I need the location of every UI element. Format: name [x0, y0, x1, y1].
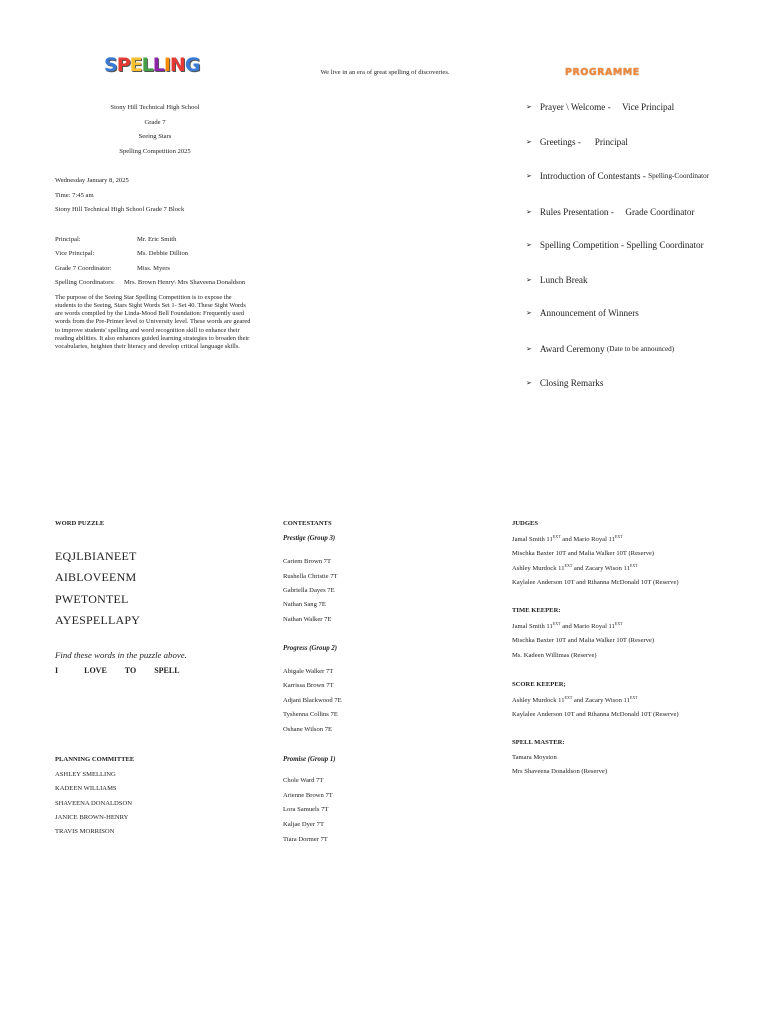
superscript: EXT: [614, 534, 623, 539]
judge-entry: [512, 550, 654, 557]
superscript: EXT: [629, 563, 638, 568]
arrow-icon: ➢: [526, 138, 532, 146]
puzzle-word: SPELL: [154, 666, 180, 675]
official-role: Grade 7 Coordinator:: [55, 265, 112, 272]
programme-item: [526, 207, 695, 217]
programme-item: [526, 137, 628, 147]
programme-item-text: Spelling Competition - Spelling Coordinator: [539, 240, 704, 250]
purpose-paragraph: The purpose of the Seeing Star Spelling Competition is to expose the students to the Seeing, Stars Sight Words Set 1- Set 40. These Sight Words are words compiled by the Linda-Mood Bell Foundation: Frequently used words from the Pre-Primer level to University level. These words are geared to improve students' spelling and word recognition skill to enhance their reading abilities. It also enhances guided learning strategies to broaden their vocabularies, heighten their literacy and develop critical language skills.: [55, 294, 251, 350]
time-keeper-entry: [512, 652, 597, 659]
word-puzzle-heading: WORD PUZZLE: [55, 520, 105, 527]
time-keeper-text: Ms. Kadeen Willimas (Reserve): [512, 652, 597, 659]
event-label: Spelling Competition 2025: [119, 148, 191, 155]
spelling-logo: [104, 56, 199, 75]
programme-item: [526, 344, 674, 354]
contestant: Nathan Sang 7E: [283, 601, 326, 608]
score-keeper-text: Ashley Murdock 11: [512, 697, 565, 705]
spell-master-text: Mrs Shaveena Donaldson (Reserve): [512, 768, 608, 775]
puzzle-line: AIBLOVEENM: [55, 570, 137, 584]
official-role: Principal:: [55, 236, 81, 243]
score-keeper-entry: [512, 711, 679, 718]
contestants-heading: CONTESTANTS: [283, 520, 332, 527]
event-date: Wednesday January 8, 2025: [55, 177, 129, 184]
official-role: Vice Principal:: [55, 250, 95, 257]
committee-member: TRAVIS MORRISON: [55, 828, 115, 835]
arrow-icon: ➢: [526, 103, 532, 111]
puzzle-instruction: Find these words in the puzzle above.: [55, 650, 187, 660]
arrow-icon: ➢: [526, 309, 532, 317]
planning-committee-heading: PLANNING COMMITTEE: [55, 756, 135, 763]
logo-letter: P: [116, 54, 131, 76]
official-name: Ms. Debbie Dillion: [137, 250, 189, 257]
judge-text: and Zacary Wison 11: [572, 565, 630, 573]
programme-item-text: Award Ceremony: [539, 344, 607, 354]
judge-entry: [512, 579, 679, 586]
superscript: EXT: [564, 695, 573, 700]
arrow-icon: ➢: [526, 276, 532, 284]
spell-master-heading: SPELL MASTER:: [512, 739, 565, 746]
spell-master-entry: [512, 754, 557, 761]
contestant: Kaljae Dyer 7T: [283, 821, 325, 828]
superscript: EXT: [629, 695, 638, 700]
grade-label: Grade 7: [144, 119, 166, 126]
programme-item-subtext: Spelling-Coordinator: [648, 172, 710, 180]
superscript: EXT: [614, 621, 623, 626]
contestant: Oshane Wilson 7E: [283, 726, 333, 733]
programme-item-text: Announcement of Winners: [539, 308, 639, 318]
programme-item-subtext: (Date to be announced): [606, 345, 675, 353]
logo-letter: N: [169, 54, 186, 76]
logo-letter: G: [184, 54, 201, 76]
logo-letter: L: [141, 54, 154, 76]
puzzle-line: PWETONTEL: [55, 592, 129, 606]
group-heading: Prestige (Group 3): [283, 535, 336, 542]
superscript: EXT: [564, 563, 573, 568]
programme-item-text: Lunch Break: [539, 275, 588, 285]
programme-item-text: Rules Presentation - Grade Coordinator: [539, 207, 695, 217]
programme-item: [526, 171, 709, 181]
judge-text: Jamal Smith 11: [512, 536, 553, 544]
judge-text: Kaylalee Anderson 10T and Rihanna McDonald 10T (Reserve): [512, 579, 679, 586]
arrow-icon: ➢: [526, 172, 532, 180]
contestant: Nathan Walker 7E: [283, 616, 332, 623]
programme-item: [526, 378, 603, 388]
logo-letter: E: [129, 54, 143, 76]
time-keeper-text: Mischka Baxter 10T and Malia Walker 10T (Reserve): [512, 637, 655, 644]
contestant: Tyshenna Collins 7E: [283, 711, 338, 718]
spell-master-text: Tamara Moyston: [512, 754, 557, 761]
puzzle-word: I: [55, 666, 59, 675]
contestant: Tiara Dormer 7T: [283, 836, 328, 843]
arrow-icon: ➢: [526, 379, 532, 387]
time-keeper-heading: TIME KEEPER:: [512, 607, 561, 614]
arrow-icon: ➢: [526, 345, 532, 353]
coordinators-role: Spelling Coordinators:: [55, 279, 115, 286]
contestant: Rushella Christie 7T: [283, 573, 338, 580]
programme-item-text: Introduction of Contestants -: [539, 171, 649, 181]
logo-letter: L: [152, 54, 165, 76]
programme-item: [526, 102, 674, 112]
puzzle-words: [55, 666, 198, 675]
time-keeper-entry: [512, 621, 623, 630]
time-keeper-entry: [512, 637, 654, 644]
score-keeper-entry: [512, 695, 638, 704]
official-name: Miss. Myers: [137, 265, 170, 272]
logo-letter: I: [163, 54, 171, 76]
judge-text: Mischka Baxter 10T and Malia Walker 10T (Reserve): [512, 550, 655, 557]
spell-master-entry: [512, 768, 607, 775]
puzzle-word: TO: [124, 666, 137, 675]
programme-item-text: Closing Remarks: [539, 378, 604, 388]
judges-heading: JUDGES: [512, 520, 539, 527]
event-venue: Stony Hill Technical High School Grade 7 Block: [55, 206, 185, 213]
time-keeper-text: and Mario Royal 11: [560, 623, 615, 631]
contestant: Gabriella Dayes 7E: [283, 587, 335, 594]
puzzle-word: LOVE: [84, 666, 107, 675]
superscript: EXT: [552, 621, 561, 626]
group-heading: Progress (Group 2): [283, 645, 338, 652]
group-heading: Promise (Group 1): [283, 756, 336, 763]
logo-letter: S: [104, 54, 118, 76]
committee-member: ASHLEY SMELLING: [55, 771, 116, 778]
judge-entry: [512, 534, 623, 543]
score-keeper-heading: SCORE KEEPER;: [512, 681, 566, 688]
programme-item: [526, 240, 704, 250]
tagline: We live in an era of great spelling of discoveries.: [320, 69, 450, 76]
judge-text: Ashley Murdock 11: [512, 565, 565, 573]
contestant: Abigale Walker 7T: [283, 668, 334, 675]
contestant: Arienne Brown 7T: [283, 792, 333, 799]
programme-item: [526, 308, 639, 318]
committee-member: KADEEN WILLIAMS: [55, 785, 117, 792]
puzzle-line: AYESPELLAPY: [55, 613, 141, 627]
programme-title: PROGRAMME: [565, 67, 640, 78]
score-keeper-text: and Zacary Wison 11: [572, 697, 630, 705]
contestant: Lora Samuels 7T: [283, 806, 329, 813]
contestant: Karrissa Brown 7T: [283, 682, 334, 689]
contestant: Chole Ward 7T: [283, 777, 324, 784]
programme-item: [526, 275, 588, 285]
arrow-icon: ➢: [526, 241, 532, 249]
superscript: EXT: [552, 534, 561, 539]
time-keeper-text: Jamal Smith 11: [512, 623, 553, 631]
team-label: Seeing Stars: [138, 133, 172, 140]
school-name: Stony Hill Technical High School: [110, 104, 200, 111]
programme-item-text: Prayer \ Welcome - Vice Principal: [539, 102, 675, 112]
coordinators-name: Mrs. Brown Henry\ Mrs Shaveena Donaldson: [124, 279, 246, 286]
committee-member: JANICE BROWN-HENRY: [55, 814, 129, 821]
puzzle-line: EQJLBIANEET: [55, 549, 137, 563]
contestant: Adjani Blackwood 7E: [283, 697, 342, 704]
committee-member: SHAVEENA DONALDSON: [55, 800, 132, 807]
official-name: Mr. Eric Smith: [137, 236, 177, 243]
judge-text: and Mario Royal 11: [560, 536, 615, 544]
programme-item-text: Greetings - Principal: [539, 137, 628, 147]
arrow-icon: ➢: [526, 208, 532, 216]
event-time: Time: 7:45 am: [55, 192, 94, 199]
judge-entry: [512, 563, 638, 572]
score-keeper-text: Kaylalee Anderson 10T and Rihanna McDonald 10T (Reserve): [512, 711, 679, 718]
contestant: Cariem Brown 7T: [283, 558, 331, 565]
